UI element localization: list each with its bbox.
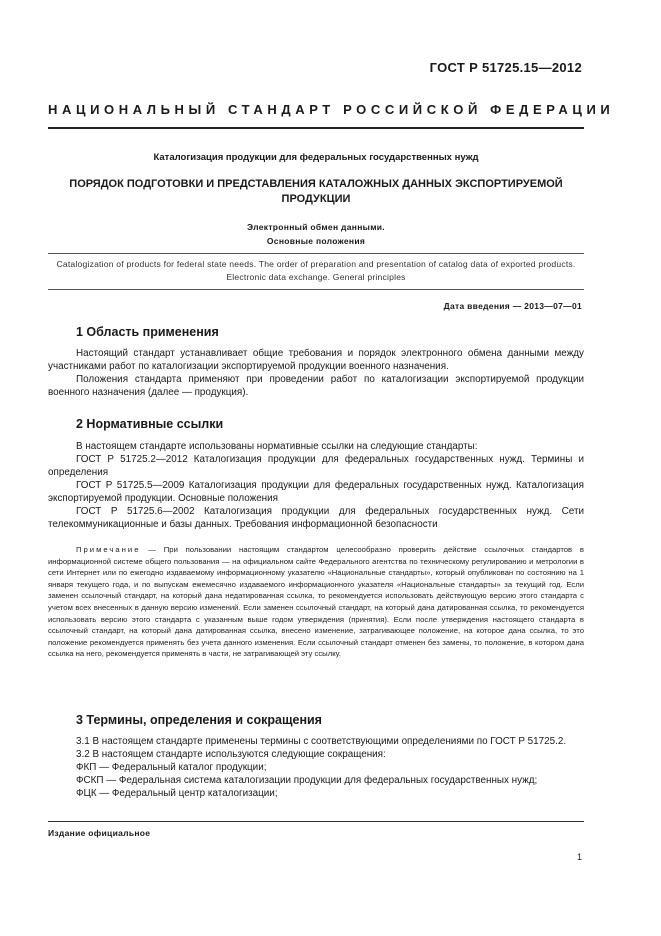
section-2-heading: 2 Нормативные ссылки xyxy=(76,417,224,431)
abbreviation-fkp: ФКП — Федеральный каталог продукции; xyxy=(76,762,267,773)
paragraph: 3.1 В настоящем стандарте применены термины с соответствующими определениями по ГОСТ Р 51725.2. xyxy=(76,736,567,747)
gost-code: ГОСТ Р 51725.15—2012 xyxy=(429,60,582,75)
paragraph: Настоящий стандарт устанавливает общие требования и порядок электронного обмена данными между участниками работ по каталогизации экспортируемой продукции военного назначения. xyxy=(48,348,584,372)
reference-gost-51725-6: ГОСТ Р 51725.6—2002 Каталогизация продукции для федеральных государственных нужд. Сети телекоммуникационные и базы данных. Требования информационной безопасности xyxy=(48,506,584,530)
section-1-body xyxy=(48,347,584,399)
note-block xyxy=(48,544,584,660)
subtitle xyxy=(48,220,584,248)
introduction-date: Дата введения — 2013—07—01 xyxy=(443,301,582,311)
note-paragraph xyxy=(48,544,584,660)
paragraph: В настоящем стандарте использованы нормативные ссылки на следующие стандарты: xyxy=(76,441,478,452)
subtitle-line-1: Электронный обмен данными. xyxy=(247,222,385,232)
paragraph: Положения стандарта применяют при проведении работ по каталогизации экспортируемой продукции военного назначения (далее — продукция). xyxy=(48,374,584,398)
abbreviation-fck: ФЦК — Федеральный центр каталогизации; xyxy=(76,788,278,799)
reference-gost-51725-5: ГОСТ Р 51725.5—2009 Каталогизация продукции для федеральных государственных нужд. Каталогизация экспортируемой продукции. Основные положения xyxy=(48,480,584,504)
english-title-top-rule xyxy=(48,253,584,254)
subtitle-line-2: Основные положения xyxy=(266,236,366,246)
reference-gost-51725-2: ГОСТ Р 51725.2—2012 Каталогизация продукции для федеральных государственных нужд. Термины и определения xyxy=(48,454,584,478)
national-standard-title: НАЦИОНАЛЬНЫЙ СТАНДАРТ РОССИЙСКОЙ ФЕДЕРАЦИИ xyxy=(48,102,615,117)
edition-label: Издание официальное xyxy=(48,828,151,838)
note-label: Примечание xyxy=(76,545,141,554)
section-3-heading: 3 Термины, определения и сокращения xyxy=(76,713,322,727)
english-title-bottom-rule xyxy=(48,289,584,290)
category-title: Каталогизация продукции для федеральных государственных нужд xyxy=(153,152,479,163)
section-3-body xyxy=(48,735,584,800)
paragraph: 3.2 В настоящем стандарте используются следующие сокращения: xyxy=(76,749,386,760)
section-2-body xyxy=(48,440,584,531)
main-title: ПОРЯДОК ПОДГОТОВКИ И ПРЕДСТАВЛЕНИЯ КАТАЛОЖНЫХ ДАННЫХ ЭКСПОРТИРУЕМОЙ ПРОДУКЦИИ xyxy=(69,178,563,205)
abbreviation-fskp: ФСКП — Федеральная система каталогизации продукции для федеральных государственных нужд; xyxy=(76,775,538,786)
section-1-heading: 1 Область применения xyxy=(76,325,219,339)
page-number: 1 xyxy=(576,852,582,862)
note-text: — При пользовании настоящим стандартом целесообразно проверить действие ссылочных стандартов в информационной системе общего пользования — на официальном сайте Федерального агентства по техническому регулированию и метрологии в сети Интернет или по ежегодно издаваемому информационному указателю «Национальные стандарты», который опубликован по состоянию на 1 января текущего года, и по выпускам ежемесячно издаваемого информационного указателя «Национальные стандарты» за текущий год. Если заменен ссылочный стандарт, на который дана недатированная ссылка, то рекомендуется использовать действующую версию этого стандарта с учетом всех внесенных в данную версию изменений. Если заменен ссылочный стандарт, на который дана датированная ссылка, то рекомендуется использовать версию этого стандарта с указанным выше годом утверждения (принятия). Если после утверждения настоящего стандарта в ссылочный стандарт, на который дана датированная ссылка, внесено изменение, затрагивающее положение, на которое дана ссылка, то это положение рекомендуется применять без учета данного изменения. Если ссылочный стандарт отменен без замены, то положение, в котором дана ссылка на него, рекомендуется применять в части, не затрагивающей эту ссылку. xyxy=(48,545,585,659)
title-divider xyxy=(48,127,584,129)
footer-divider xyxy=(48,821,584,822)
english-title: Catalogization of products for federal state needs. The order of preparation and presentation of catalog data of exported products. Electronic data exchange. General principles xyxy=(56,259,576,282)
